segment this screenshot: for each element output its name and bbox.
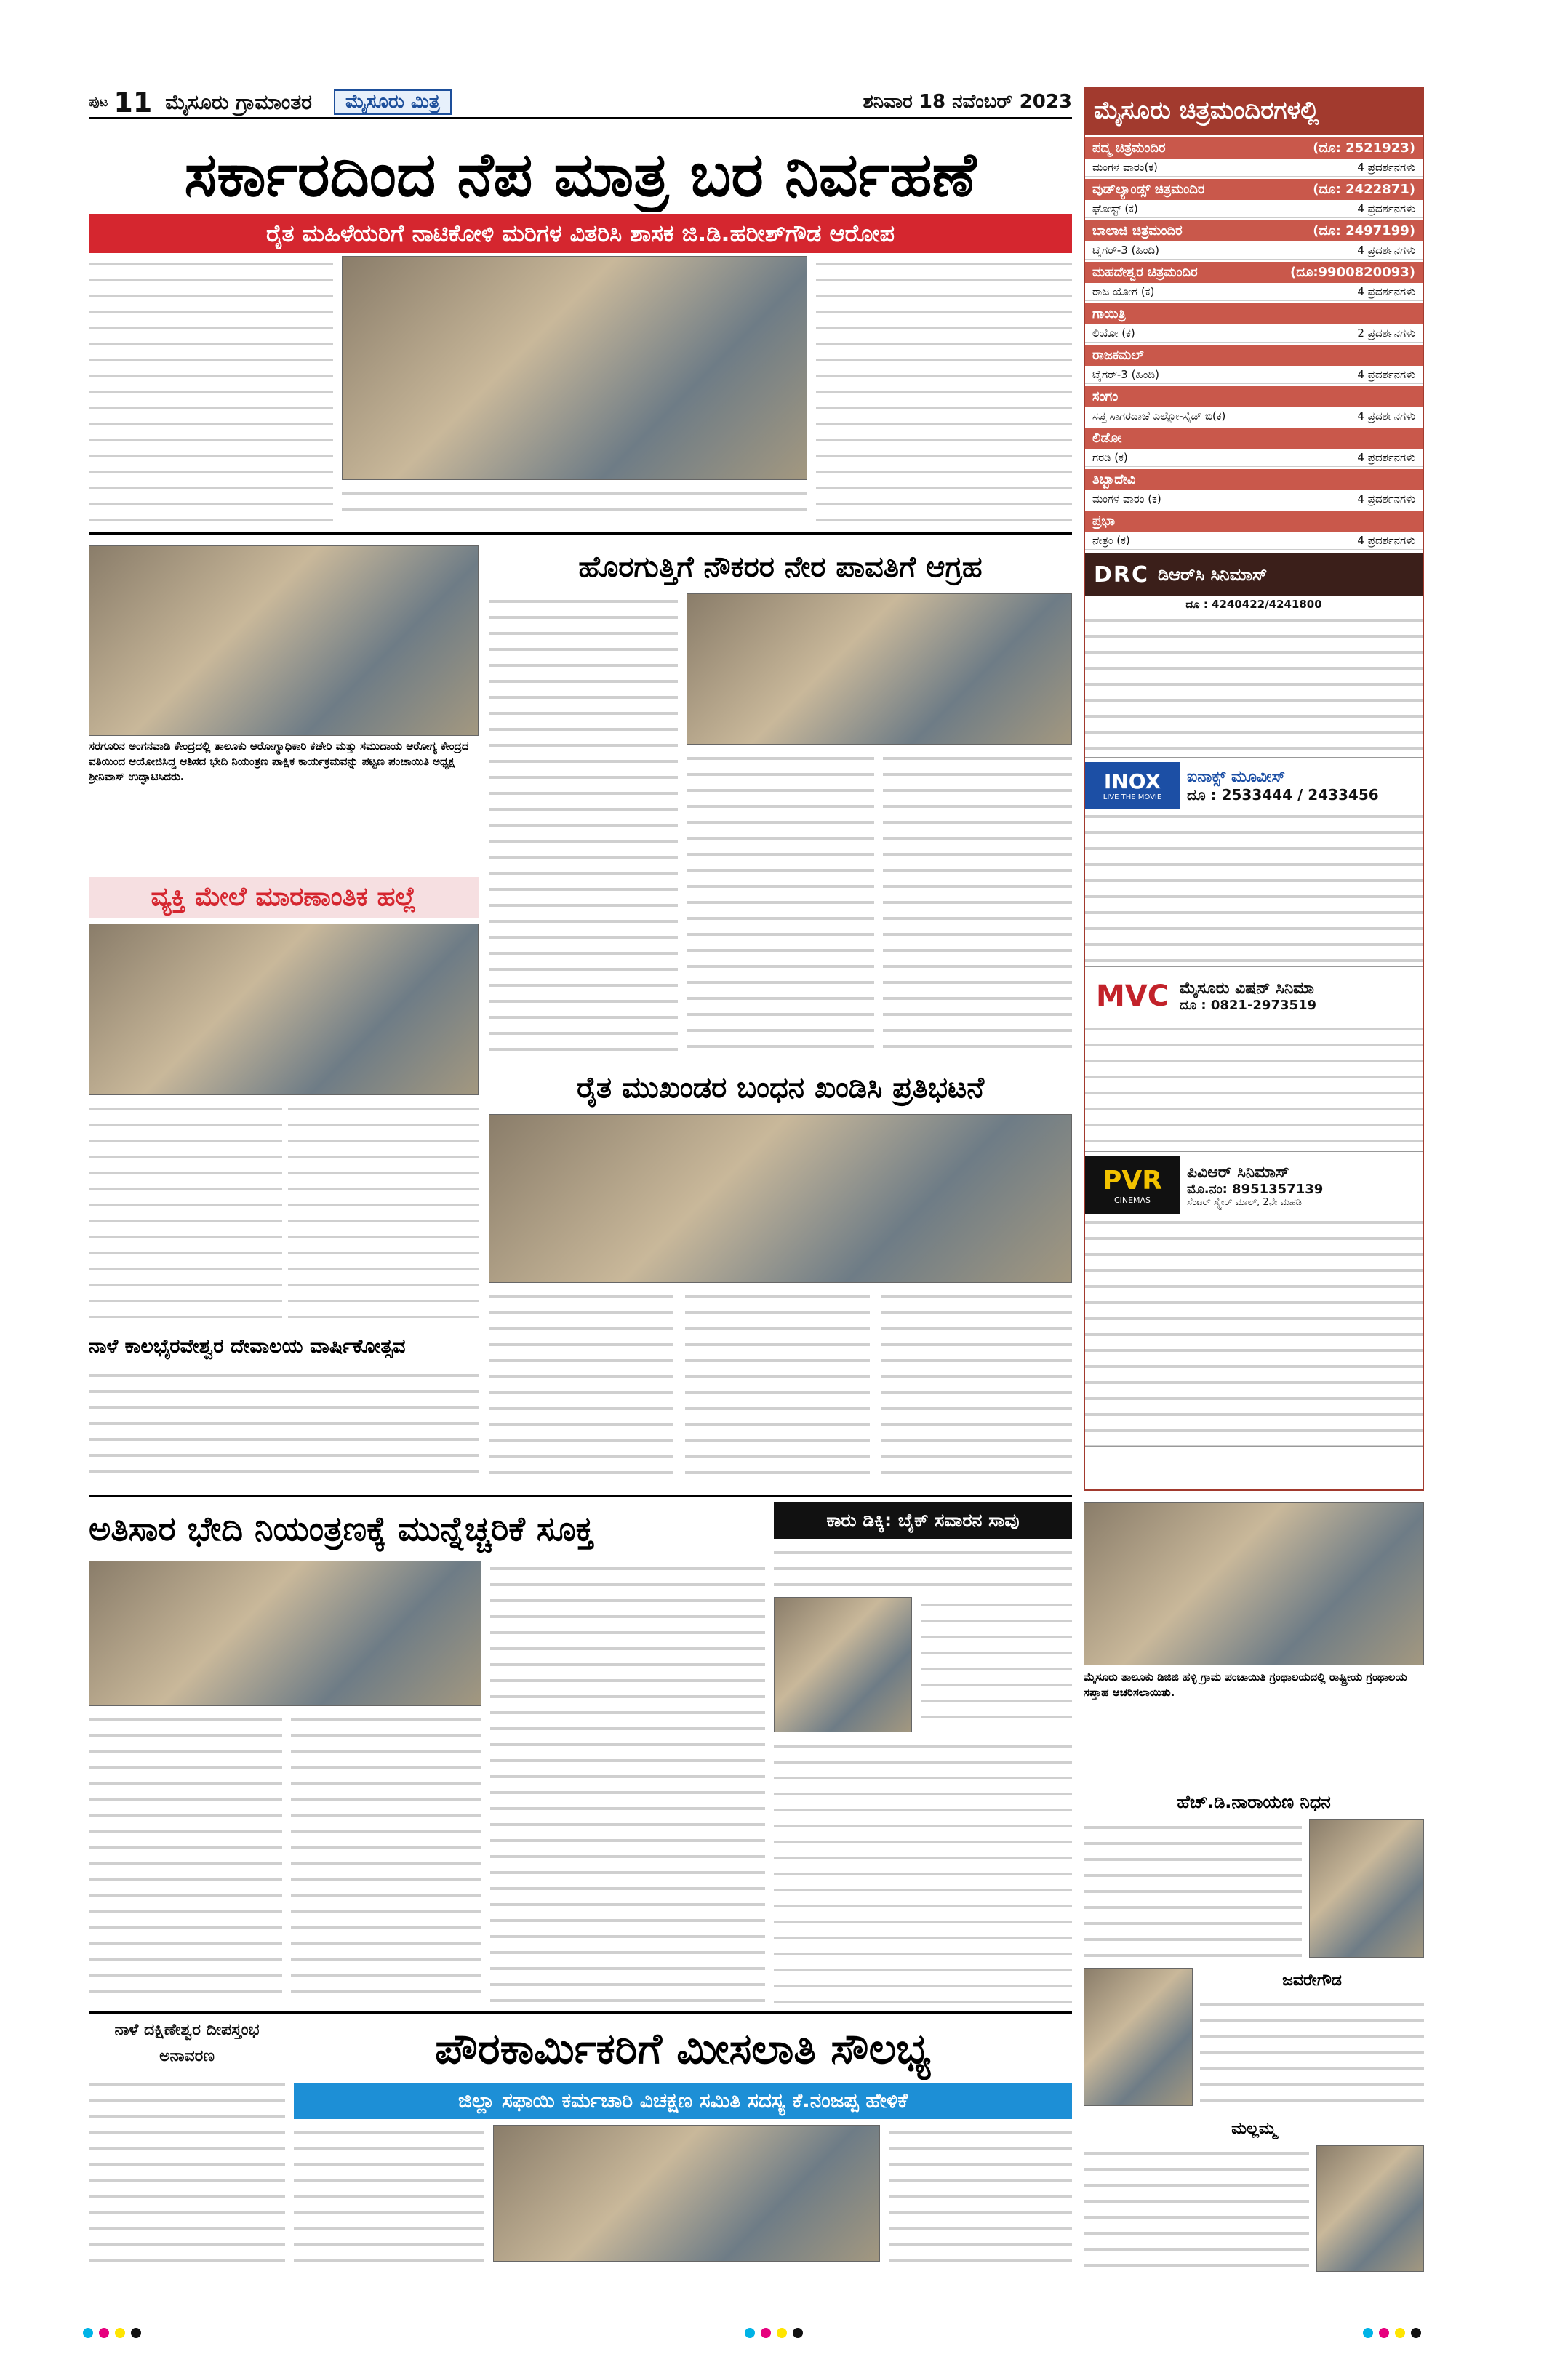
theatre-listing [1085,241,1423,260]
outsourced-body-col1 [489,593,678,1059]
movie-title: ಟೈಗರ್-3 (ಹಿಂದಿ) [1092,244,1159,257]
pvr-address: ಸೆಂಟರ್ ಸ್ಕ್ವೇರ್ ಮಾಲ್, 2ನೇ ಮಹಡಿ [1187,1196,1302,1208]
theatre-header [1085,262,1423,283]
drc-logo: DRC [1094,561,1150,588]
pvr-phone: ಮೊ.ನಂ: 8951357139 [1187,1181,1324,1197]
theatre-phone: (ದೂ: 2422871) [1313,182,1415,197]
assault-body-col2 [288,1101,479,1319]
registration-marks [80,2327,144,2341]
inox-block [1085,762,1423,967]
obit-title-3: ಮಲ್ಲಮ್ಮ [1231,2120,1276,2138]
mvc-name: ಮೈಸೂರು ವಿಷನ್ ಸಿನಿಮಾ [1180,980,1314,998]
show-count: 4 ಪ್ರದರ್ಶನಗಳು [1357,244,1415,257]
protest-body-col3 [881,1289,1072,1486]
registration-marks [1360,2327,1424,2341]
show-count: 4 ಪ್ರದರ್ಶನಗಳು [1357,534,1415,547]
theatre-list [1085,137,1423,550]
movie-title: ನೇತ್ರಂ (ಕ) [1092,534,1130,547]
movie-title: ಗರಡಿ (ಕ) [1092,451,1128,464]
theatre-name: ಗಾಯಿತ್ರಿ [1092,306,1126,321]
theatre-name: ತಿಬ್ಬಾದೇವಿ [1092,472,1136,487]
show-count: 4 ಪ್ರದರ್ಶನಗಳು [1357,285,1415,298]
pvr-logo: PVR [1103,1166,1162,1196]
diarrhea-body-col2 [291,1712,481,2003]
theatre-header [1085,220,1423,241]
assault-photo [89,924,479,1095]
theatre-phone: (ದೂ: 2521923) [1313,140,1415,156]
library-caption: ಮೈಸೂರು ತಾಲೂಕು ಡಿಜಿಜಿ ಹಳ್ಳಿ ಗ್ರಾಮ ಪಂಚಾಯಿತಿ ಗ್ರಂಥಾಲಯದಲ್ಲಿ ರಾಷ್ಟ್ರೀಯ ಗ್ರಂಥಾಲಯ ಸಪ್ತಾಹ ಆಚರಿಸಲಾಯಿತು. [1084,1670,1407,1699]
pourakarmika-body-col1 [294,2125,484,2272]
temple-body [89,1367,479,1486]
pourakarmika-deck: ಜಿಲ್ಲಾ ಸಫಾಯಿ ಕರ್ಮಚಾರಿ ವಿಚಕ್ಷಣ ಸಮಿತಿ ಸದಸ್ಯ ಕೆ.ನಂಜಪ್ಪ ಹೇಳಿಕೆ [294,2083,1072,2119]
lighthouse-body [89,2077,285,2272]
movie-title: ರಾಜ ಯೋಗ (ಕ) [1092,285,1155,298]
outsourced-body-col2 [687,750,874,1059]
drc-schedule [1085,612,1423,758]
theatre-header [1085,303,1423,324]
show-count: 2 ಪ್ರದರ್ಶನಗಳು [1357,327,1415,340]
drc-phone: ದೂ : 4240422/4241800 [1185,598,1322,611]
diarrhea-headline: ಅತಿಸಾರ ಭೇದಿ ನಿಯಂತ್ರಣಕ್ಕೆ ಮುನ್ನೆಚ್ಚರಿಕೆ ಸೂಕ್ತ [89,1509,594,1548]
obit-photo-3 [1316,2145,1424,2272]
movie-title: ಟೈಗರ್-3 (ಹಿಂದಿ) [1092,368,1159,381]
pvr-sub: CINEMAS [1113,1196,1151,1205]
obit-title-2: ಜವರೇಗೌಡ [1282,1971,1342,1990]
accident-victim-photo [774,1597,912,1732]
lead-headline: ಸರ್ಕಾರದಿಂದ ನೆಪ ಮಾತ್ರ ಬರ ನಿರ್ವಹಣೆ [184,139,977,210]
mvc-phone: ದೂ : 0821-2973519 [1180,998,1317,1013]
show-count: 4 ಪ್ರದರ್ಶನಗಳು [1357,492,1415,505]
theatre-phone: (ದೂ: 2497199) [1313,223,1415,239]
diarrhea-body-col1 [89,1712,282,2003]
theatre-listing [1085,407,1423,425]
theatre-header [1085,386,1423,407]
protest-body-col1 [489,1289,673,1486]
theatre-header [1085,469,1423,490]
accident-body-col1 [921,1597,1072,1732]
theatre-header [1085,137,1423,159]
page-number: 11 [113,86,153,119]
theatre-listing [1085,200,1423,218]
accident-body-col2 [774,1738,1072,2003]
theatre-header [1085,428,1423,449]
theatre-phone: (ದೂ:9900820093) [1289,265,1415,280]
theatre-name: ಮಹದೇಶ್ವರ ಚಿತ್ರಮಂದಿರ [1092,265,1198,280]
pvr-block [1085,1156,1423,1447]
accident-headline: ಕಾರು ಡಿಕ್ಕಿ: ಬೈಕ್ ಸವಾರನ ಸಾವು [774,1502,1072,1539]
movie-title: ಮಂಗಳ ವಾರಂ(ಕ) [1092,161,1158,174]
inox-schedule [1085,809,1423,967]
page-date: ಶನಿವಾರ 18 ನವೆಂಬರ್ 2023 [863,91,1072,113]
show-count: 4 ಪ್ರದರ್ಶನಗಳು [1357,202,1415,215]
masthead [89,87,1072,119]
mvc-block [1085,972,1423,1152]
theatre-name: ರಾಜಕಮಲ್ [1092,348,1144,363]
lead-photo [342,256,807,480]
show-count: 4 ಪ್ರದರ್ಶನಗಳು [1357,451,1415,464]
theatre-listing [1085,366,1423,384]
inox-phone: ದೂ : 2533444 / 2433456 [1187,785,1379,804]
theatre-name: ಲಿಡೋ [1092,431,1122,446]
outsourced-headline: ಹೊರಗುತ್ತಿಗೆ ನೌಕರರ ನೇರ ಪಾವತಿಗೆ ಆಗ್ರಹ [578,551,983,584]
outsourced-photo [687,593,1072,745]
obit-body-1 [1084,1819,1302,1958]
theatre-name: ಪ್ರಭಾ [1092,513,1115,529]
inox-tagline: LIVE THE MOVIE [1103,793,1162,801]
mvc-logo: MVC [1095,980,1169,1013]
pvr-schedule [1085,1214,1423,1447]
anganwadi-photo [89,545,479,736]
obit-title-1: ಹೆಚ್.ಡಿ.ನಾರಾಯಣ ನಿಧನ [1177,1792,1331,1812]
theatre-listing [1085,283,1423,301]
theatre-listing [1085,449,1423,467]
drc-name: ಡಿಆರ್‌ಸಿ ಸಿನಿಮಾಸ್ [1158,564,1268,585]
cinema-section [1084,87,1424,1491]
lead-body-col1 [89,256,333,524]
page-label: ಪುಟ [89,95,108,110]
protest-photo [489,1114,1072,1283]
divider [89,532,1072,535]
assault-body-col1 [89,1101,282,1319]
theatre-name: ಪದ್ಮ ಚಿತ್ರಮಂದಿರ [1092,140,1166,156]
section-title: ಮೈಸೂರು ಗ್ರಾಮಾಂತರ [165,89,312,114]
inox-name: ಐನಾಕ್ಸ್ ಮೂವೀಸ್ [1187,767,1286,786]
inox-logo: INOX [1103,769,1161,793]
registration-marks [742,2327,806,2341]
theatre-listing [1085,324,1423,343]
pourakarmika-body-col3 [889,2125,1072,2272]
pourakarmika-headline: ಪೌರಕಾರ್ಮಿಕರಿಗೆ ಮೀಸಲಾತಿ ಸೌಲಭ್ಯ [435,2024,931,2073]
drc-block [1085,553,1423,758]
theatre-listing [1085,159,1423,177]
mvc-schedule [1085,1021,1423,1152]
anganwadi-caption: ಸರಗೂರಿನ ಅಂಗನವಾಡಿ ಕೇಂದ್ರದಲ್ಲಿ ತಾಲೂಕು ಆರೋಗ್ಯಾಧಿಕಾರಿ ಕಚೇರಿ ಮತ್ತು ಸಮುದಾಯ ಆರೋಗ್ಯ ಕೇಂದ್ರದ ವತಿಯಿಂದ ಆಯೋಜಿಸಿದ್ದ ಆಶಿಸದ ಭೇದಿ ನಿಯಂತ್ರಣ ಪಾಕ್ಷಿಕ ಕಾರ್ಯಕ್ರಮವನ್ನು ಪಟ್ಟಣ ಪಂಚಾಯಿತಿ ಅಧ್ಯಕ್ಷ ಶ್ರೀನಿವಾಸ್ ಉದ್ಘಾಟಿಸಿದರು. [89,740,469,783]
divider [89,2011,1072,2014]
obit-body-3 [1084,2145,1309,2272]
show-count: 4 ಪ್ರದರ್ಶನಗಳು [1357,368,1415,381]
paper-logo: ಮೈಸೂರು ಮಿತ್ರ [334,89,452,115]
theatre-header [1085,511,1423,532]
pourakarmika-photo [493,2125,880,2262]
show-count: 4 ಪ್ರದರ್ಶನಗಳು [1357,161,1415,174]
obit-body-2 [1200,1997,1424,2106]
outsourced-body-col3 [883,750,1072,1059]
protest-headline: ರೈತ ಮುಖಂಡರ ಬಂಧನ ಖಂಡಿಸಿ ಪ್ರತಿಭಟನೆ [576,1071,985,1105]
divider [89,1495,1072,1497]
temple-headline: ನಾಳೆ ಕಾಲಭೈರವೇಶ್ವರ ದೇವಾಲಯ ವಾರ್ಷಿಕೋತ್ಸವ [89,1335,406,1358]
lead-body-col3 [816,256,1072,524]
diarrhea-body-col3 [490,1561,765,2003]
lighthouse-headline: ನಾಳೆ ದಕ್ಷಿಣೇಶ್ವರ ದೀಪಸ್ತಂಭ ಅನಾವರಣ [114,2021,260,2065]
obit-photo-2 [1084,1968,1193,2106]
theatre-name: ಸಂಗಂ [1092,389,1119,404]
obit-photo-1 [1309,1819,1424,1958]
pvr-name: ಪಿವಿಆರ್ ಸಿನಿಮಾಸ್ [1187,1163,1289,1182]
theatre-listing [1085,532,1423,550]
assault-headline: ವ್ಯಕ್ತಿ ಮೇಲೆ ಮಾರಣಾಂತಿಕ ಹಲ್ಲೆ [89,877,479,918]
theatre-name: ಬಾಲಾಜಿ ಚಿತ್ರಮಂದಿರ [1092,223,1183,239]
theatre-header [1085,345,1423,366]
theatre-header [1085,179,1423,200]
theatre-listing [1085,490,1423,508]
lead-deck: ರೈತ ಮಹಿಳೆಯರಿಗೆ ನಾಟಿಕೋಳಿ ಮರಿಗಳ ವಿತರಿಸಿ ಶಾಸಕ ಜಿ.ಡಿ.ಹರೀಶ್‌ಗೌಡ ಆರೋಪ [89,214,1072,253]
cinema-title: ಮೈಸೂರು ಚಿತ್ರಮಂದಿರಗಳಲ್ಲಿ [1085,89,1423,135]
movie-title: ಮಂಗಳ ವಾರಂ (ಕ) [1092,492,1161,505]
theatre-name: ವುಡ್‌ಲ್ಯಾಂಡ್ಸ್ ಚಿತ್ರಮಂದಿರ [1092,182,1205,197]
movie-title: ಲಿಯೋ (ಕ) [1092,327,1135,340]
lead-body-col2 [342,486,807,524]
protest-body-col2 [685,1289,870,1486]
library-photo [1084,1502,1424,1665]
diarrhea-photo [89,1561,481,1706]
movie-title: ಸಪ್ತ ಸಾಗರದಾಚೆ ಎಲ್ಲೋ-ಸೈಡ್ ಬಿ(ಕ) [1092,409,1226,423]
accident-intro [774,1545,1072,1591]
movie-title: ಘೋಸ್ಟ್ (ಕ) [1092,202,1138,215]
show-count: 4 ಪ್ರದರ್ಶನಗಳು [1357,409,1415,423]
